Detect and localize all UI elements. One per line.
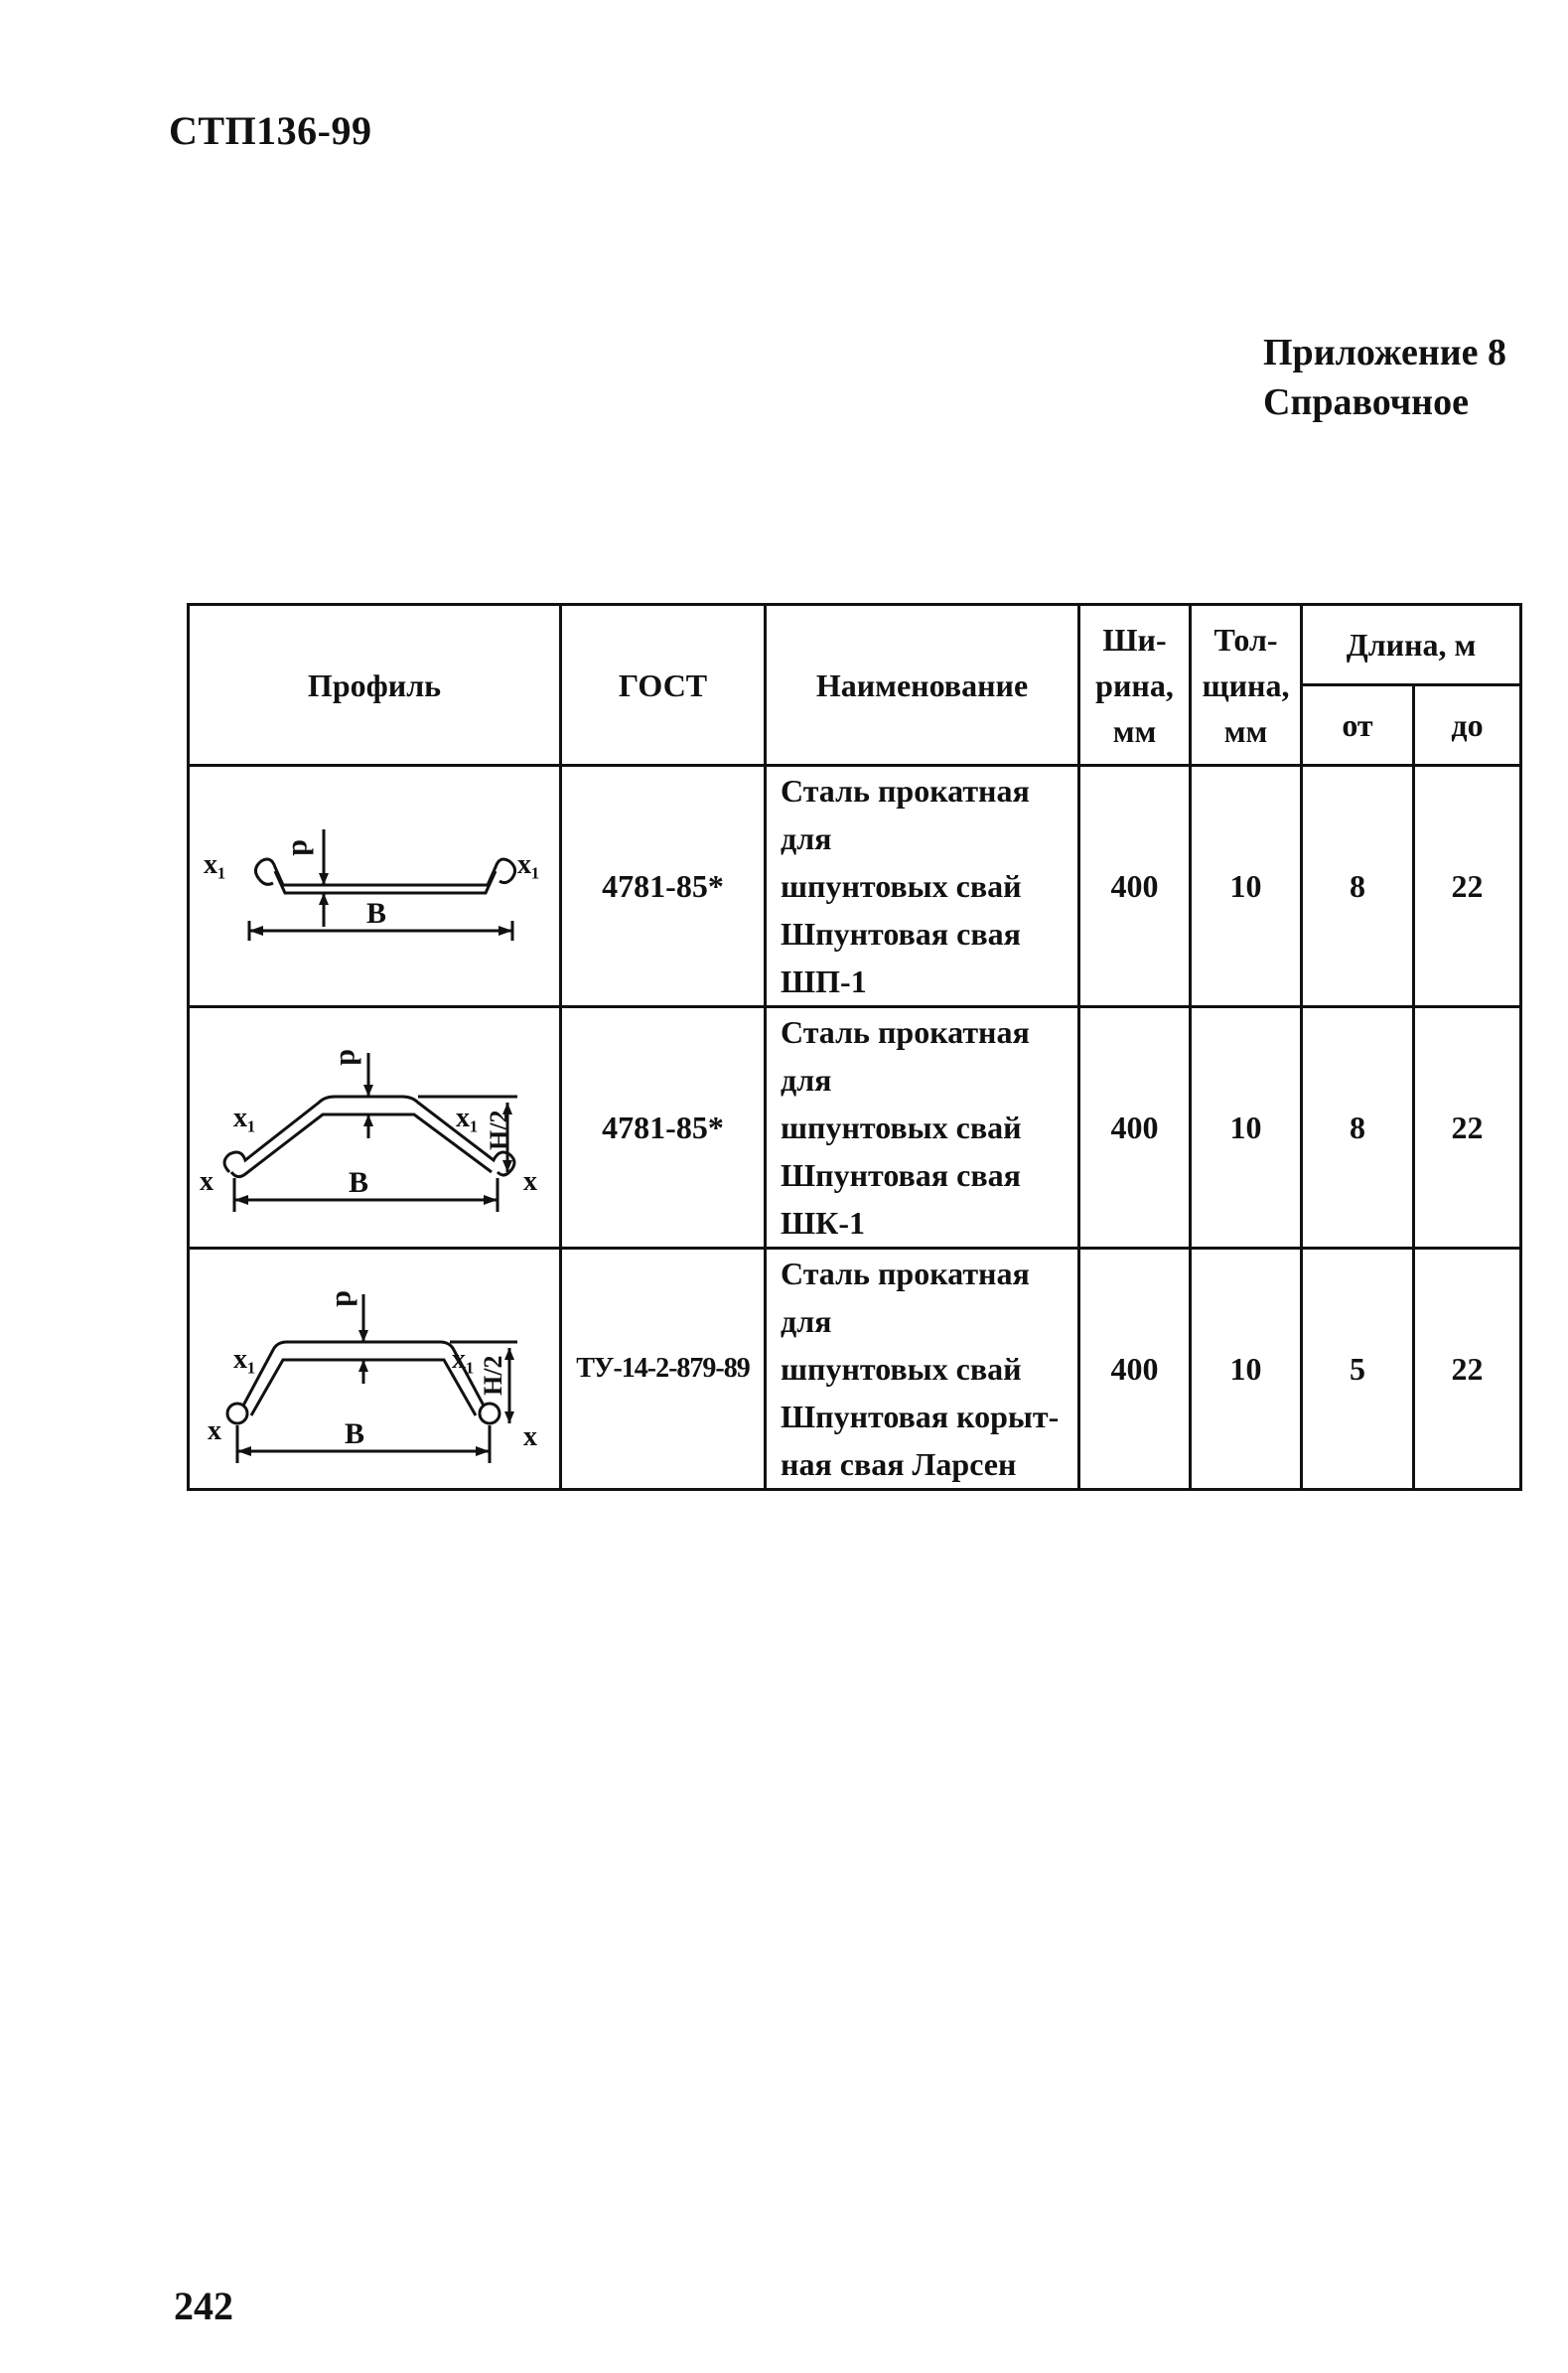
flat-sheet-pile-profile-drawing — [190, 782, 556, 990]
document-code: СТП136-99 — [169, 108, 372, 153]
axis-label-x1-right: x₁ — [452, 1344, 475, 1375]
axis-label-x-left: x — [208, 1415, 221, 1446]
profile-drawing-cell — [189, 1007, 561, 1249]
name-line: Сталь прокатная для — [781, 1014, 1030, 1098]
page-number: 242 — [174, 2284, 233, 2328]
length-from-cell: 8 — [1302, 766, 1414, 1007]
length-from-cell: 8 — [1302, 1007, 1414, 1249]
length-from-cell: 5 — [1302, 1249, 1414, 1490]
length-to-cell: 22 — [1414, 766, 1521, 1007]
thickness-cell: 10 — [1191, 1249, 1302, 1490]
header-width — [1079, 605, 1191, 766]
header-thickness-line: Тол- — [1213, 621, 1278, 658]
width-cell: 400 — [1079, 1007, 1191, 1249]
name-line: ШП-1 — [781, 964, 867, 999]
gost-cell: 4781-85* — [561, 1007, 766, 1249]
profile-drawing-cell — [189, 766, 561, 1007]
table-row — [189, 1007, 1521, 1249]
name-line: Сталь прокатная для — [781, 1256, 1030, 1339]
larssen-sheet-pile-profile-drawing — [190, 1264, 556, 1473]
dimension-label-h2: H/2 — [485, 1110, 513, 1150]
name-line: шпунтовых свай — [781, 1351, 1022, 1387]
dimension-label-h2: H/2 — [479, 1355, 507, 1396]
header-gost: ГОСТ — [561, 605, 766, 766]
dimension-label-d: d — [330, 1290, 362, 1307]
dimension-label-d: d — [334, 1049, 366, 1066]
axis-label-x1-left: x₁ — [233, 1103, 256, 1133]
header-name: Наименование — [766, 605, 1079, 766]
name-line: ная свая Ларсен — [781, 1446, 1017, 1482]
axis-label-x1-left: x₁ — [204, 849, 226, 880]
header-profile: Профиль — [189, 605, 561, 766]
length-to-cell: 22 — [1414, 1007, 1521, 1249]
name-line: шпунтовых свай — [781, 868, 1022, 904]
axis-label-x1-right: x₁ — [517, 849, 540, 880]
sheet-pile-table — [187, 603, 1522, 1491]
name-cell — [766, 1007, 1079, 1249]
name-line: Сталь прокатная для — [781, 773, 1030, 856]
appendix-heading — [1263, 328, 1506, 427]
header-width-line: мм — [1112, 712, 1157, 749]
header-thickness-line: мм — [1223, 712, 1268, 749]
gost-cell: 4781-85* — [561, 766, 766, 1007]
name-line: Шпунтовая свая — [781, 916, 1021, 952]
axis-label-x1-left: x₁ — [233, 1344, 256, 1375]
name-line: ШК-1 — [781, 1205, 865, 1241]
width-cell: 400 — [1079, 1249, 1191, 1490]
header-length-from: от — [1302, 685, 1414, 766]
name-line: Шпунтовая свая — [781, 1157, 1021, 1193]
dimension-label-d: d — [286, 839, 319, 856]
name-line: Шпунтовая корыт- — [781, 1399, 1060, 1434]
appendix-subtitle: Справочное — [1263, 381, 1469, 423]
header-width-line: рина, — [1095, 667, 1174, 703]
table-row — [189, 766, 1521, 1007]
axis-label-x-right: x — [523, 1421, 537, 1452]
header-thickness — [1191, 605, 1302, 766]
trough-sheet-pile-profile-drawing — [190, 1023, 556, 1232]
axis-label-x1-right: x₁ — [456, 1103, 479, 1133]
dimension-label-b: B — [349, 1166, 369, 1199]
name-line: шпунтовых свай — [781, 1110, 1022, 1145]
dimension-label-b: B — [345, 1417, 365, 1450]
thickness-cell: 10 — [1191, 1007, 1302, 1249]
thickness-cell: 10 — [1191, 766, 1302, 1007]
name-cell — [766, 766, 1079, 1007]
appendix-title: Приложение 8 — [1263, 332, 1507, 373]
header-thickness-line: щина, — [1202, 667, 1290, 703]
length-to-cell: 22 — [1414, 1249, 1521, 1490]
header-length: Длина, м — [1302, 605, 1521, 685]
header-width-line: Ши- — [1102, 621, 1167, 658]
axis-label-x-left: x — [200, 1166, 214, 1197]
header-length-to: до — [1414, 685, 1521, 766]
table-row — [189, 1249, 1521, 1490]
width-cell: 400 — [1079, 766, 1191, 1007]
name-cell — [766, 1249, 1079, 1490]
profile-drawing-cell — [189, 1249, 561, 1490]
gost-cell: ТУ-14-2-879-89 — [561, 1249, 766, 1490]
dimension-label-b: B — [366, 897, 387, 930]
axis-label-x-right: x — [523, 1166, 537, 1197]
